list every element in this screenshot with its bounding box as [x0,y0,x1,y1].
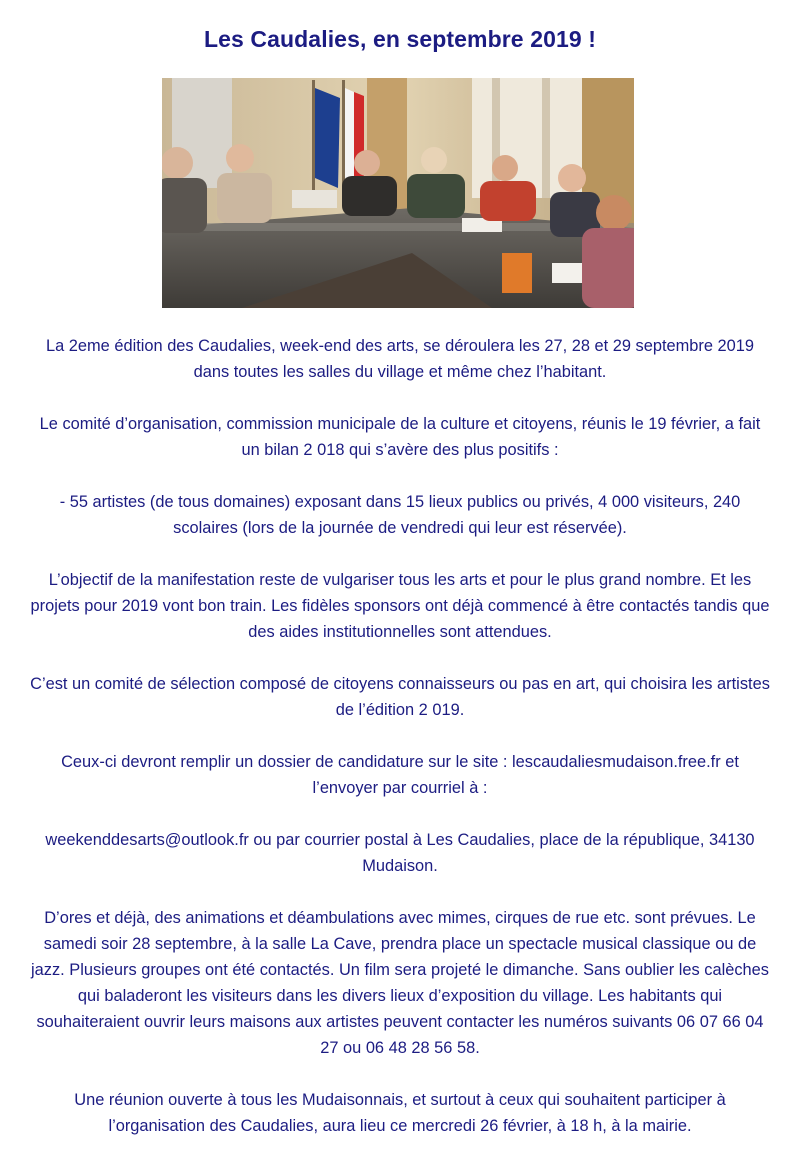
paragraph-intro: La 2eme édition des Caudalies, week-end des arts, se déroulera les 27, 28 et 29 septembre 2019 dans toutes les salles du village et même chez l’habitant. [46,337,754,381]
meeting-photo [162,78,634,308]
page-title: Les Caudalies, en septembre 2019 ! [203,26,597,52]
paragraph-events: D’ores et déjà, des animations et déambulations avec mimes, cirques de rue etc. sont prévues. Le samedi soir 28 septembre, à la salle La Cave, prendra place un spectacle musical classique ou de jazz. Plusieurs groupes ont été contactés. Un film sera projeté le dimanche. Sans oublier les calèches qui baladeront les visiteurs dans les divers lieux d’exposition du village. Les habitants qui souhaiteraient ouvrir leurs maisons aux artistes peuvent contacter les numéros suivants 06 07 66 04 27 ou 06 48 28 56 58. [31,909,769,1057]
paragraph-objective: L’objectif de la manifestation reste de vulgariser tous les arts et pour le plus grand nombre. Et les projets pour 2019 vont bon train. Les fidèles sponsors ont déjà commencé à être contactés tandis que des aides institutionnelles sont attendues. [30,571,770,641]
paragraph-meeting: Une réunion ouverte à tous les Mudaisonnais, et surtout à ceux qui souhaitent participer à l’organisation des Caudalies, aura lieu ce mercredi 26 février, à 18 h, à la mairie. [74,1091,726,1135]
paragraph-contact: weekenddesarts@outlook.fr ou par courrier postal à Les Caudalies, place de la république, 34130 Mudaison. [45,831,755,875]
paragraph-application: Ceux-ci devront remplir un dossier de candidature sur le site : lescaudaliesmudaison.free.fr et l’envoyer par courriel à : [61,753,739,797]
paragraph-committee: Le comité d’organisation, commission municipale de la culture et citoyens, réunis le 19 février, a fait un bilan 2 018 qui s’avère des plus positifs : [39,415,761,459]
paragraph-stats: - 55 artistes (de tous domaines) exposant dans 15 lieux publics ou privés, 4 000 visiteurs, 240 scolaires (lors de la journée de vendredi qui leur est réservée). [59,493,741,537]
paragraph-selection: C’est un comité de sélection composé de citoyens connaisseurs ou pas en art, qui choisira les artistes de l’édition 2 019. [30,675,770,719]
article-body [30,333,770,1165]
